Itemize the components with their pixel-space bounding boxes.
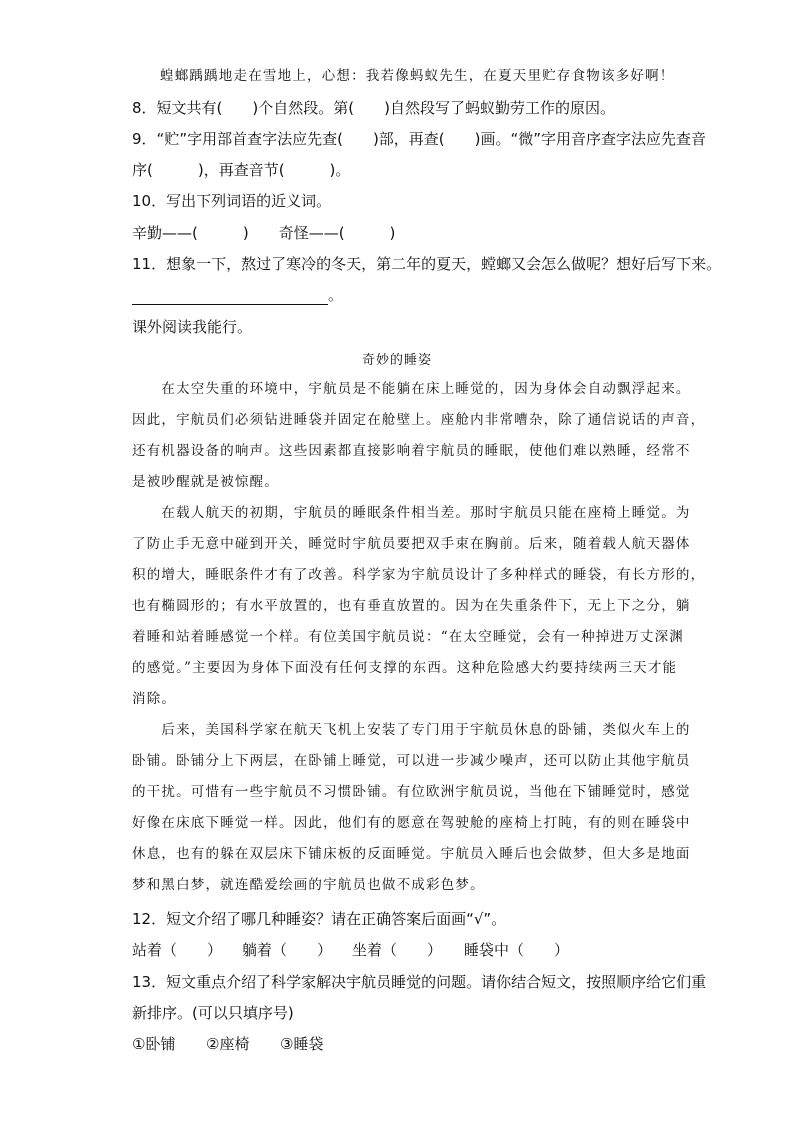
question-9-line-2: 序( )，再查音节( )。 <box>132 161 351 179</box>
question-9-line-1: 9．“贮”字用部首查字法应先查( )部，再查( )画。“微”字用音序查字法应先查音 <box>132 130 707 148</box>
question-8: 8．短文共有( )个自然段。第( )自然段写了蚂蚁勤劳工作的原因。 <box>132 99 615 117</box>
option-seat: ②座椅 <box>206 1035 250 1053</box>
question-13-line-2: 新排序。(可以只填序号) <box>132 1004 294 1022</box>
question-13-line-1: 13．短文重点介绍了科学家解决宇航员睡觉的问题。请你结合短文，按照顺序给它们重 <box>132 973 707 991</box>
article-line: 梦和黑白梦，就连酷爱绘画的宇航员也做不成彩色梦。 <box>132 877 485 893</box>
option-lying: 躺着（ ） <box>242 941 333 959</box>
article-title: 奇妙的睡姿 <box>361 353 432 368</box>
article-line: 好像在床底下睡觉一样。因此，他们有的愿意在驾驶舱的座椅上打盹，有的则在睡袋中 <box>132 815 691 831</box>
article-line: 卧铺。卧铺分上下两层，在卧铺上睡觉，可以进一步减少噪声，还可以防止其他宇航员 <box>132 753 691 769</box>
article-line: 在载人航天的初期，宇航员的睡眠条件相当差。那时宇航员只能在座椅上睡觉。为 <box>132 505 691 521</box>
question-10: 10．写出下列词语的近义词。 <box>132 192 332 210</box>
article-line: 的干扰。可惜有一些宇航员不习惯卧铺。有位欧洲宇航员说，当他在下铺睡觉时，感觉 <box>132 784 691 800</box>
article-line: 在太空失重的环境中，宇航员是不能躺在床上睡觉的，因为身体会自动飘浮起来。 <box>132 381 691 397</box>
article-line: 还有机器设备的响声。这些因素都直接影响着宇航员的睡眠，使他们难以熟睡，经常不 <box>132 443 691 459</box>
article-line: 了防止手无意中碰到开关，睡觉时宇航员要把双手束在胸前。后来，随着载人航天器体 <box>132 536 691 552</box>
option-bunk: ①卧铺 <box>132 1035 176 1053</box>
article-line: 因此，宇航员们必须钻进睡袋并固定在舱壁上。座舱内非常嘈杂，除了通信说话的声音， <box>132 412 706 428</box>
section-label: 课外阅读我能行。 <box>132 318 253 336</box>
answer-blank-line <box>132 290 328 305</box>
article-line: 休息，也有的躲在双层床下铺床板的反面睡觉。宇航员入睡后也会做梦，但大多是地面 <box>132 846 691 862</box>
question-11-answer <box>132 285 343 305</box>
option-sleeping-bag-order: ③睡袋 <box>280 1035 324 1053</box>
answer-period: 。 <box>328 286 344 304</box>
question-12-options <box>132 940 569 960</box>
article-line: 的感觉。”主要因为身体下面没有任何支撑的东西。这种危险感大约要持续两三天才能 <box>132 660 678 676</box>
article-line: 是被吵醒就是被惊醒。 <box>132 474 279 490</box>
option-standing: 站着（ ） <box>132 941 223 959</box>
question-10-items: 辛勤——( ) 奇怪——( ) <box>132 224 396 242</box>
option-sitting: 坐着（ ） <box>352 941 443 959</box>
article-line: 也有椭圆形的；有水平放置的，也有垂直放置的。因为在失重条件下，无上下之分，躺 <box>132 598 691 614</box>
question-12: 12．短文介绍了哪几种睡姿？请在正确答案后面画“√”。 <box>132 910 507 928</box>
option-sleeping-bag: 睡袋中（ ） <box>464 941 570 959</box>
question-13-options <box>132 1034 323 1054</box>
question-11: 11．想象一下，熬过了寒冷的冬天，第二年的夏天，螳螂又会怎么做呢？想好后写下来。 <box>132 255 722 273</box>
article-line: 后来，美国科学家在航天飞机上安装了专门用于宇航员休息的卧铺，类似火车上的 <box>132 722 691 738</box>
article-line: 消除。 <box>132 691 177 707</box>
intro-line: 蝗螂踽踽地走在雪地上，心想：我若像蚂蚁先生，在夏天里贮存食物该多好啊！ <box>160 68 675 84</box>
article-line: 着睡和站着睡感觉一个样。有位美国宇航员说：“在太空睡觉，会有一种掉进万丈深渊 <box>132 629 685 645</box>
article-line: 积的增大，睡眠条件才有了改善。科学家为宇航员设计了多种样式的睡袋，有长方形的， <box>132 567 706 583</box>
